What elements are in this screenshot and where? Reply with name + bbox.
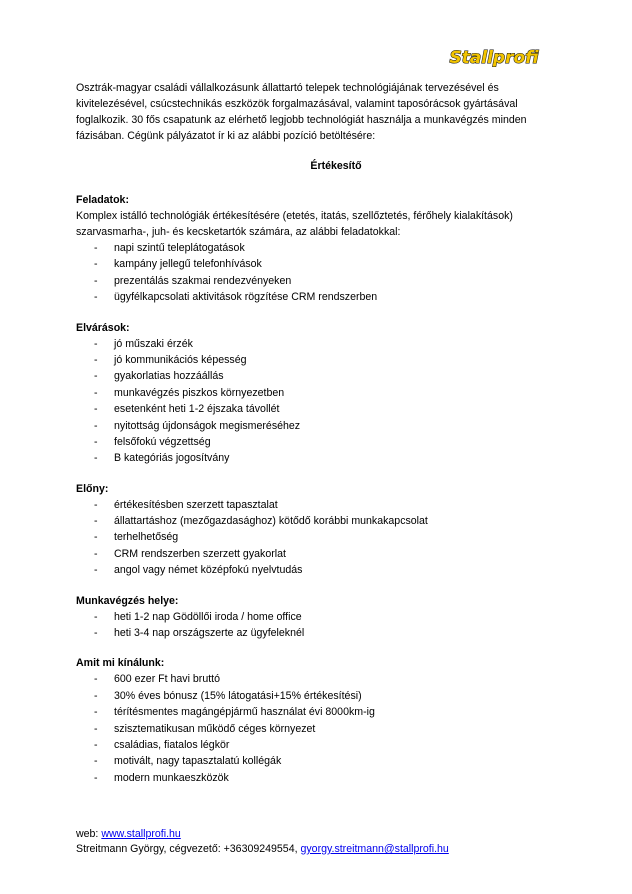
section-elvarasok (76, 320, 556, 467)
list-item (76, 513, 556, 529)
list-item-text: CRM rendszerben szerzett gyakorlat (114, 547, 286, 560)
list-item-text: 600 ezer Ft havi bruttó (114, 673, 220, 686)
section-heading: Feladatok: (76, 194, 129, 206)
list-item-text: prezentálás szakmai rendezvényeken (114, 274, 292, 287)
list-item (76, 688, 556, 704)
section-heading: Előny: (76, 482, 109, 495)
list-item (76, 497, 556, 513)
dash-bullet-icon: - (94, 435, 98, 448)
list-item (76, 289, 556, 305)
dash-bullet-icon: - (94, 498, 98, 511)
dash-bullet-icon: - (94, 771, 98, 784)
dash-bullet-icon: - (94, 419, 98, 432)
list-item-text: felsőfokú végzettség (114, 435, 211, 448)
list-item (76, 352, 556, 368)
dash-bullet-icon: - (94, 706, 98, 719)
dash-bullet-icon: - (94, 242, 98, 254)
list-item (76, 562, 556, 578)
dash-bullet-icon: - (94, 627, 98, 640)
email-link[interactable]: gyorgy.streitmann@stallprofi.hu (300, 843, 449, 855)
dash-bullet-icon: - (94, 353, 98, 366)
list-item (76, 753, 556, 769)
section-heading: Elvárások: (76, 321, 130, 334)
dash-bullet-icon: - (94, 452, 98, 465)
list-item (76, 546, 556, 562)
list-item (76, 240, 556, 256)
job-title: Értékesítő (310, 160, 362, 172)
contact-text: Streitmann György, cégvezető: +36309249554, (76, 843, 301, 855)
list-item (76, 434, 556, 450)
dash-bullet-icon: - (94, 386, 98, 399)
list-item-text: nyitottság újdonságok megismeréséhez (114, 419, 301, 432)
section-feladatok (76, 192, 556, 306)
list-item-text: modern munkaeszközök (114, 771, 229, 784)
offer-list (76, 671, 556, 786)
dash-bullet-icon: - (94, 258, 98, 271)
list-item (76, 770, 556, 786)
contact-line (76, 842, 449, 857)
list-item (76, 609, 556, 625)
list-item-text: munkavégzés piszkos környezetben (114, 386, 285, 399)
advantages-list (76, 497, 556, 579)
list-item-text: motivált, nagy tapasztalatú kollégák (114, 755, 282, 768)
web-label: web: (76, 828, 102, 840)
list-item-text: gyakorlatias hozzáállás (114, 370, 224, 383)
list-item (76, 737, 556, 753)
list-item (76, 256, 556, 272)
list-item-text: angol vagy német középfokú nyelvtudás (114, 564, 303, 577)
list-item-text: B kategóriás jogosítvány (114, 452, 230, 465)
dash-bullet-icon: - (94, 403, 98, 416)
dash-bullet-icon: - (94, 274, 98, 287)
company-intro: Osztrák-magyar családi vállalkozásunk állattartó telepek technológiájának tervezésével és kivitelezésével, csúcstechnikás eszközök forgalmazásával, valamint taposórácsok gyártásával foglalkozik. 30 fős csapatunk az elérhető legjobb technológiát használja a munkavégzés minden fázisában. Cégünk pályázatot ír ki az alábbi pozíció betöltésére: (76, 82, 527, 142)
list-item (76, 418, 556, 434)
list-item-text: családias, fiatalos légkör (114, 738, 230, 751)
list-item-text: értékesítésben szerzett tapasztalat (114, 498, 278, 511)
section-heading: Munkavégzés helye: (76, 594, 179, 607)
section-elony (76, 481, 556, 579)
list-item-text: ügyfélkapcsolati aktivitások rögzítése CRM rendszerben (114, 291, 378, 304)
web-line (76, 827, 449, 842)
section-kinalunk (76, 655, 556, 786)
workplace-list (76, 609, 556, 642)
list-item (76, 704, 556, 720)
list-item-text: napi szintű teleplátogatások (114, 242, 245, 254)
dash-bullet-icon: - (94, 337, 98, 350)
list-item (76, 368, 556, 384)
website-link[interactable]: www.stallprofi.hu (101, 828, 181, 840)
dash-bullet-icon: - (94, 291, 98, 304)
list-item-text: 30% éves bónusz (15% látogatási+15% értékesítési) (114, 689, 362, 702)
requirements-list (76, 336, 556, 467)
section-heading: Amit mi kínálunk: (76, 657, 165, 670)
list-item (76, 721, 556, 737)
list-item (76, 273, 556, 289)
list-item-text: kampány jellegű telefonhívások (114, 258, 262, 271)
job-posting (76, 80, 556, 786)
task-list (76, 240, 556, 306)
dash-bullet-icon: - (94, 531, 98, 544)
dash-bullet-icon: - (94, 722, 98, 735)
section-description: Komplex istálló technológiák értékesítésére (etetés, itatás, szellőztetés, férőhely kialakítások) szarvasmarha-, juh- és kecsketartók számára, az alábbi feladatokkal: (76, 210, 513, 238)
list-item (76, 336, 556, 352)
dash-bullet-icon: - (94, 564, 98, 577)
dash-bullet-icon: - (94, 547, 98, 560)
list-item-text: térítésmentes magángépjármű használat évi 8000km-ig (114, 706, 375, 719)
dash-bullet-icon: - (94, 370, 98, 383)
list-item-text: jó műszaki érzék (114, 337, 193, 350)
list-item (76, 529, 556, 545)
list-item (76, 450, 556, 466)
list-item-text: terhelhetőség (114, 531, 179, 544)
dash-bullet-icon: - (94, 673, 98, 686)
stallprofi-logo (440, 44, 548, 70)
list-item-text: heti 3-4 nap országszerte az ügyfeleknél (114, 627, 305, 640)
dash-bullet-icon: - (94, 515, 98, 528)
contact-footer (76, 827, 449, 857)
dash-bullet-icon: - (94, 738, 98, 751)
list-item-text: heti 1-2 nap Gödöllői iroda / home office (114, 610, 302, 623)
list-item (76, 671, 556, 687)
list-item (76, 385, 556, 401)
list-item (76, 401, 556, 417)
dash-bullet-icon: - (94, 755, 98, 768)
list-item (76, 625, 556, 641)
list-item-text: jó kommunikációs képesség (114, 353, 247, 366)
logo-text: Stallprofi (449, 48, 539, 68)
dash-bullet-icon: - (94, 689, 98, 702)
section-munkavegzes (76, 593, 556, 642)
list-item-text: állattartáshoz (mezőgazdasághoz) kötődő korábbi munkakapcsolat (114, 515, 428, 528)
list-item-text: szisztematikusan működő céges környezet (114, 722, 316, 735)
dash-bullet-icon: - (94, 610, 98, 623)
list-item-text: esetenként heti 1-2 éjszaka távollét (114, 403, 280, 416)
